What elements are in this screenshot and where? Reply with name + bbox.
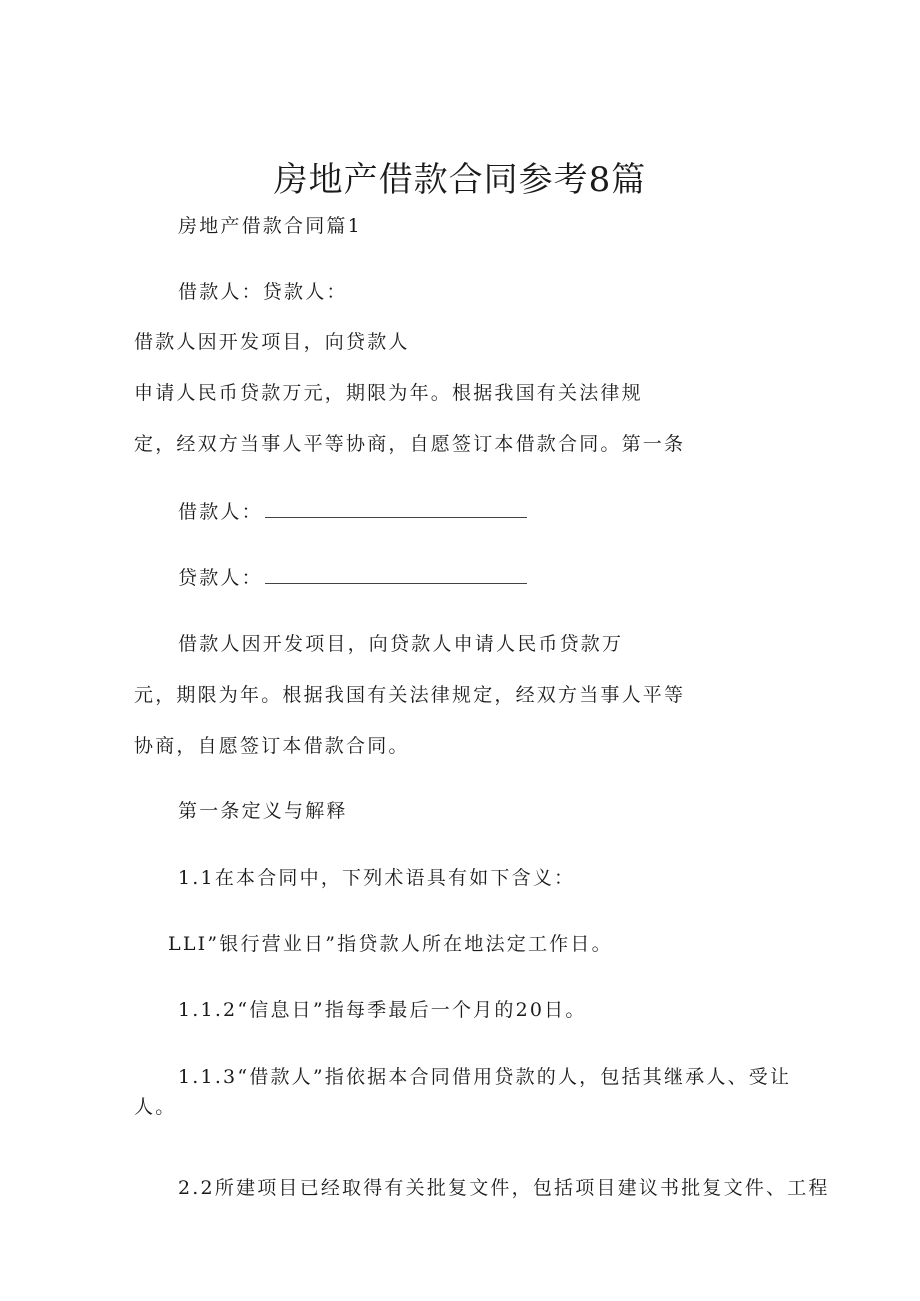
clause-line: LLI”银行营业日”指贷款人所在地法定工作日。 (168, 933, 613, 955)
article-heading: 第一条定义与解释 (178, 800, 348, 822)
lender-blank-line (265, 565, 527, 584)
borrower-label: 借款人： (178, 501, 263, 523)
lender-label: 贷款人： (178, 567, 263, 589)
clause-line: 人。 (134, 1096, 177, 1118)
borrower-field (178, 499, 527, 524)
paragraph-line: 申请人民币贷款万元，期限为年。根据我国有关法律规 (134, 382, 643, 404)
clause-line: 1.1在本合同中，下列术语具有如下含义： (178, 867, 576, 889)
paragraph-line: 借款人因开发项目，向贷款人申请人民币贷款万 (178, 633, 624, 655)
parties-line: 借款人：贷款人： (178, 281, 348, 303)
clause-line: 2.2所建项目已经取得有关批复文件，包括项目建议书批复文件、工程 (178, 1177, 830, 1199)
section-heading: 房地产借款合同篇1 (178, 215, 362, 237)
document-title: 房地产借款合同参考8篇 (273, 160, 647, 200)
lender-field (178, 565, 527, 590)
paragraph-line: 定，经双方当事人平等协商，自愿签订本借款合同。第一条 (134, 433, 686, 455)
borrower-blank-line (265, 499, 527, 518)
clause-line: 1.1.3“借款人”指依据本合同借用贷款的人，包括其继承人、受让 (178, 1066, 792, 1088)
paragraph-line: 借款人因开发项目，向贷款人 (134, 331, 410, 353)
paragraph-line: 协商，自愿签订本借款合同。 (134, 735, 410, 757)
paragraph-line: 元，期限为年。根据我国有关法律规定，经双方当事人平等 (134, 684, 686, 706)
clause-line: 1.1.2“信息日”指每季最后一个月的20日。 (178, 999, 587, 1021)
